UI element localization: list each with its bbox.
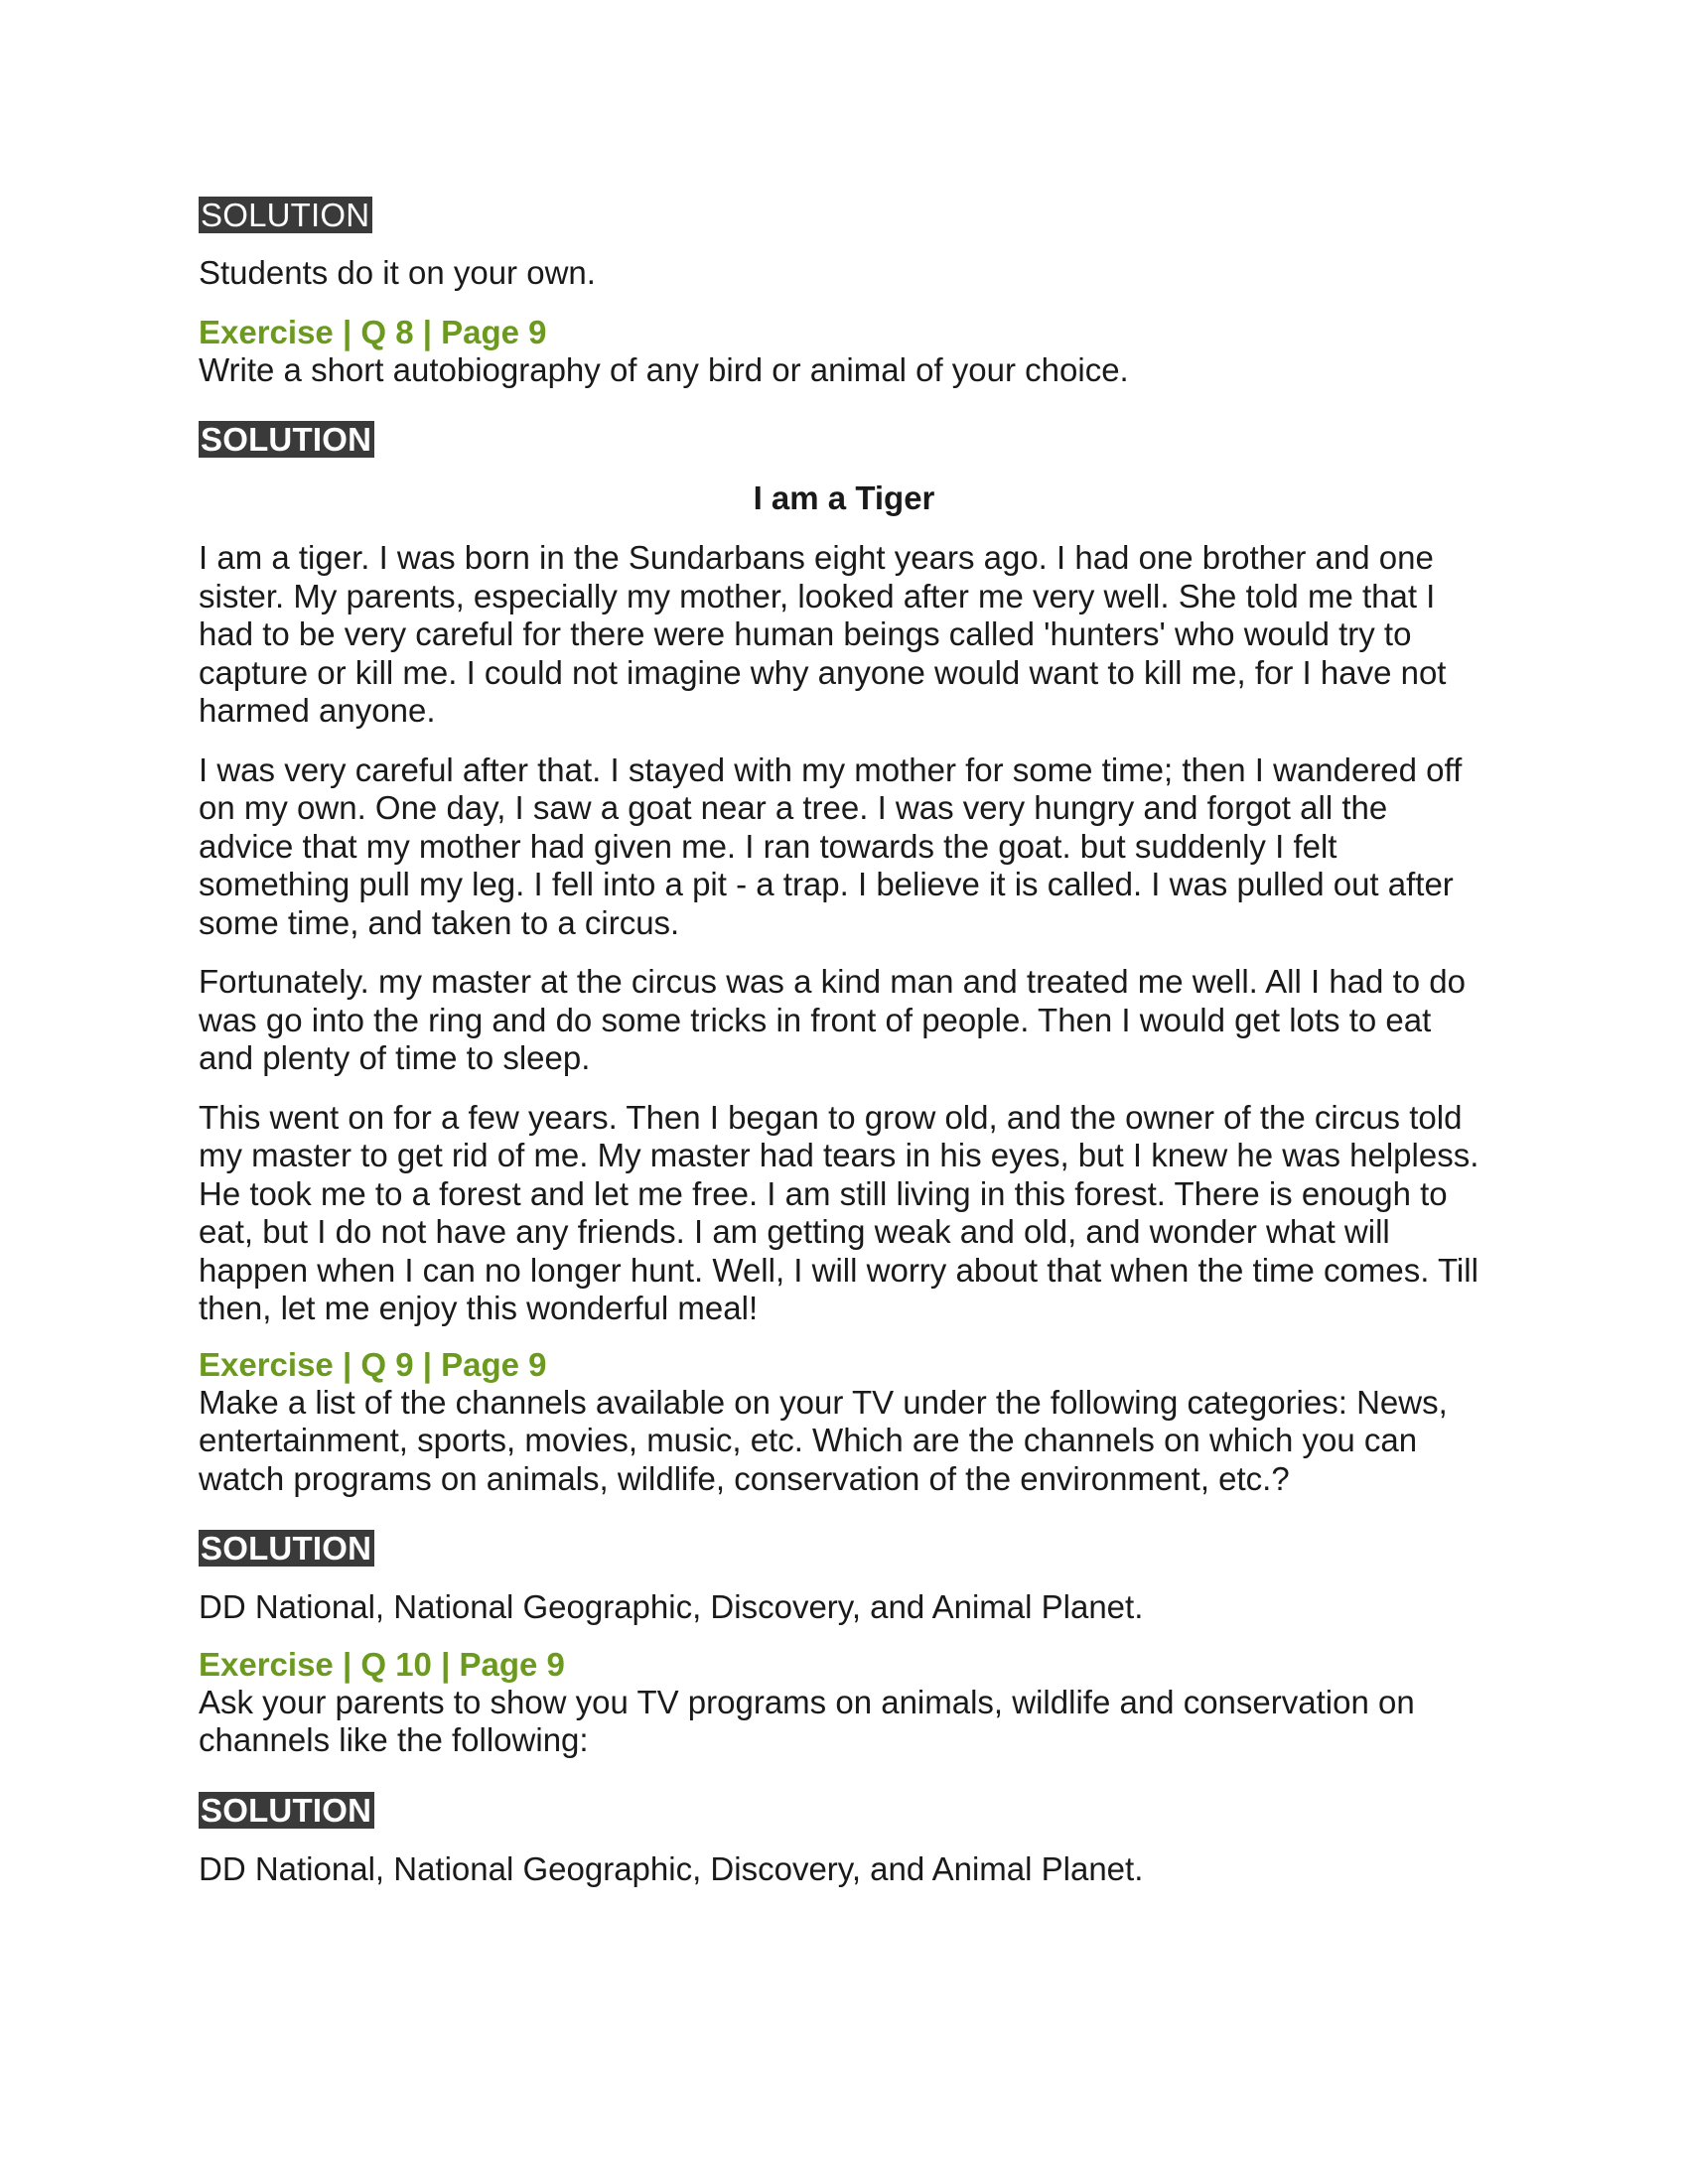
solution-badge-wrapper — [199, 1530, 1489, 1567]
answer-text: Students do it on your own. — [199, 254, 596, 291]
solution-badge: SOLUTION — [199, 197, 372, 233]
question-text-q8: Write a short autobiography of any bird or animal of your choice. — [199, 350, 1129, 388]
exercise-heading-q10: Exercise | Q 10 | Page 9 — [199, 1645, 565, 1683]
essay-paragraph: This went on for a few years. Then I began to grow old, and the owner of the circus told my master to get rid of me. My master had tears in his eyes, but I knew he was helpless. He took me to a forest and let me free. I am still living in this forest. There is enough to eat, but I do not have any friends. I am getting weak and old, and wonder what will happen when I can no longer hunt. Well, I will worry about that when the time comes. Till then, let me enjoy this wonderful meal! — [199, 1098, 1479, 1326]
exercise-heading-q8: Exercise | Q 8 | Page 9 — [199, 313, 547, 350]
exercise-heading-q9: Exercise | Q 9 | Page 9 — [199, 1345, 547, 1383]
document-page — [199, 197, 1489, 1888]
question-text-q9: Make a list of the channels available on your TV under the following categories: News, entertainment, sports, movies, music, etc. Which are the channels on which you can watch programs on animals, wildlife, conservation of the environment, etc.? — [199, 1383, 1448, 1497]
solution-badge-wrapper — [199, 421, 1489, 458]
solution-badge-wrapper — [199, 1792, 1489, 1829]
solution-badge: SOLUTION — [199, 1530, 374, 1567]
essay-paragraph: Fortunately. my master at the circus was a kind man and treated me well. All I had to do was go into the ring and do some tricks in front of people. Then I would get lots to eat and plenty of time to sleep. — [199, 963, 1466, 1076]
essay-title: I am a Tiger — [753, 479, 935, 516]
answer-text-q10: DD National, National Geographic, Discovery, and Animal Planet. — [199, 1849, 1144, 1887]
solution-badge: SOLUTION — [199, 421, 374, 458]
essay-paragraph: I was very careful after that. I stayed with my mother for some time; then I wandered off on my own. One day, I saw a goat near a tree. I was very hungry and forgot all the advice that my mother had given me. I ran towards the goat. but suddenly I felt something pull my leg. I fell into a pit - a trap. I believe it is called. I was pulled out after some time, and taken to a circus. — [199, 751, 1463, 941]
answer-text-q9: DD National, National Geographic, Discovery, and Animal Planet. — [199, 1588, 1144, 1625]
solution-badge: SOLUTION — [199, 1792, 374, 1829]
essay-paragraph: I am a tiger. I was born in the Sundarbans eight years ago. I had one brother and one sister. My parents, especially my mother, looked after me very well. She told me that I had to be very careful for there were human beings called 'hunters' who would try to capture or kill me. I could not imagine why anyone would want to kill me, for I have not harmed anyone. — [199, 539, 1447, 729]
question-text-q10: Ask your parents to show you TV programs on animals, wildlife and conservation on channels like the following: — [199, 1683, 1415, 1758]
